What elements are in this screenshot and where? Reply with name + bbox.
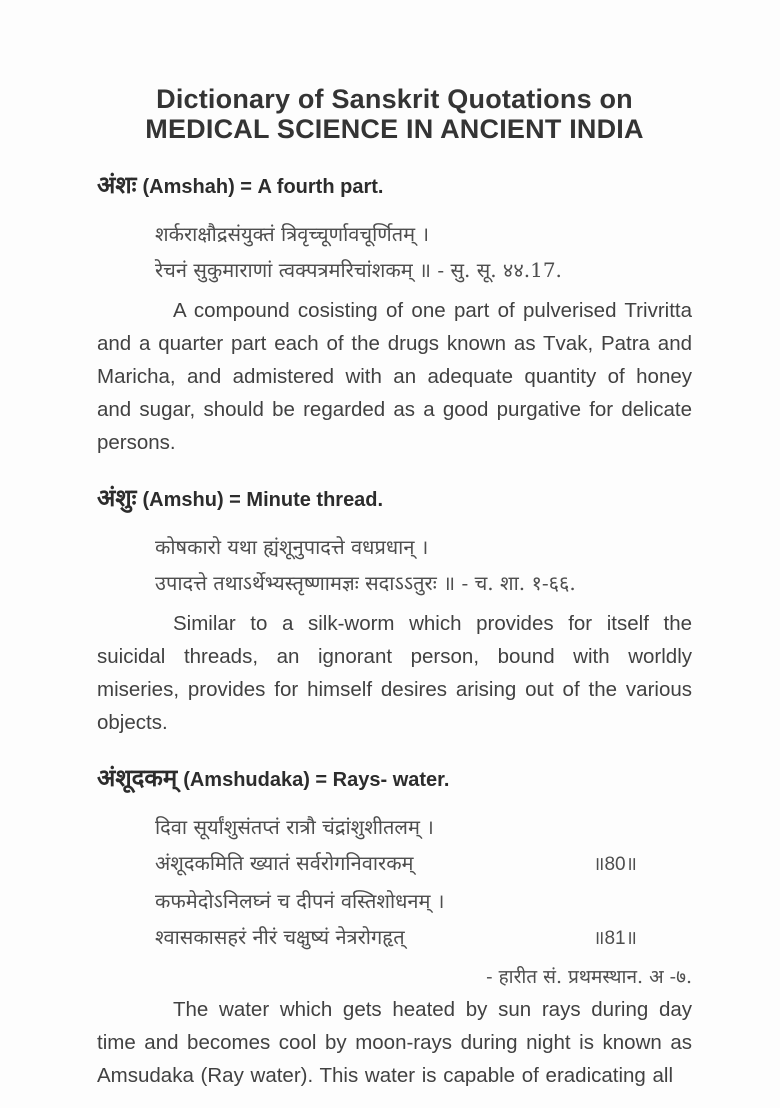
sanskrit-verse [155, 809, 692, 957]
sanskrit-verse-line: उपादत्ते तथाऽर्थेभ्यस्तृष्णामज्ञः सदाऽऽतुरः ॥ - च. शा. १-६६. [155, 571, 576, 595]
entry-heading-text: (Amshu) = Minute thread. [142, 489, 384, 511]
sanskrit-verse-line: शर्कराक्षौद्रसंयुक्तं त्रिवृच्चूर्णावचूर्णितम् । [155, 222, 430, 246]
entry-headword: अंशुः [97, 483, 137, 512]
entry-heading [97, 483, 692, 515]
entry-headword: अंशूदकम् [97, 763, 178, 792]
sanskrit-verse-text: अंशूदकमिति ख्यातं सर्वरोगनिवारकम् [155, 851, 414, 875]
sanskrit-verse-text: श्वासकासहरं नीरं चक्षुष्यं नेत्ररोगहृत् [155, 925, 405, 949]
entry-headword: अंशः [97, 170, 137, 199]
sanskrit-verse-text: दिवा सूर्यांशुसंतप्तं रात्रौ चंद्रांशुशीतलम् । [155, 815, 434, 839]
sanskrit-verse-line [155, 809, 637, 845]
page-title-line1: Dictionary of Sanskrit Quotations on [156, 84, 633, 114]
entry-translation: The water which gets heated by sun rays during day time and becomes cool by moon-rays during night is known as Amsudaka (Ray water). This water is capable of eradicating all [97, 998, 692, 1087]
entry-translation: Similar to a silk-worm which provides for itself the suicidal threads, an ignorant person, bound with worldly miseries, provides for himself desires arising out of the various objects. [97, 612, 692, 734]
dictionary-entry-amshu [97, 483, 692, 739]
entry-heading [97, 763, 692, 795]
entry-translation: A compound cosisting of one part of pulverised Trivritta and a quarter part each of the drugs known as Tvak, Patra and Maricha, and admistered with an adequate quantity of honey and sugar, should be regarded as a good purgative for delicate persons. [97, 299, 692, 454]
entry-heading-text: (Amshudaka) = Rays- water. [183, 769, 450, 791]
verse-number: ॥81॥ [593, 928, 637, 949]
entry-heading [97, 170, 692, 202]
sanskrit-verse [155, 529, 692, 601]
verse-number: ॥80॥ [593, 854, 637, 875]
sanskrit-verse [155, 216, 692, 288]
dictionary-entry-amshudaka [97, 763, 692, 1092]
source-attribution: - हारीत सं. प्रथमस्थान. अ -७. [486, 966, 692, 988]
sanskrit-verse-line [155, 883, 637, 919]
entry-heading-text: (Amshah) = A fourth part. [142, 176, 384, 198]
sanskrit-verse-line [155, 845, 637, 883]
sanskrit-verse-line: रेचनं सुकुमाराणां त्वक्पत्रमरिचांशकम् ॥ - सु. सू. ४४.17. [155, 258, 562, 282]
page-title [97, 84, 692, 144]
sanskrit-verse-text: कफमेदोऽनिलघ्नं च दीपनं वस्तिशोधनम् । [155, 889, 445, 913]
page-title-line2: MEDICAL SCIENCE IN ANCIENT INDIA [145, 114, 644, 144]
sanskrit-verse-line: कोषकारो यथा ह्यंशूनुपादत्ते वधप्रधान् । [155, 535, 429, 559]
sanskrit-verse-line [155, 919, 637, 957]
dictionary-entry-amshah [97, 170, 692, 459]
